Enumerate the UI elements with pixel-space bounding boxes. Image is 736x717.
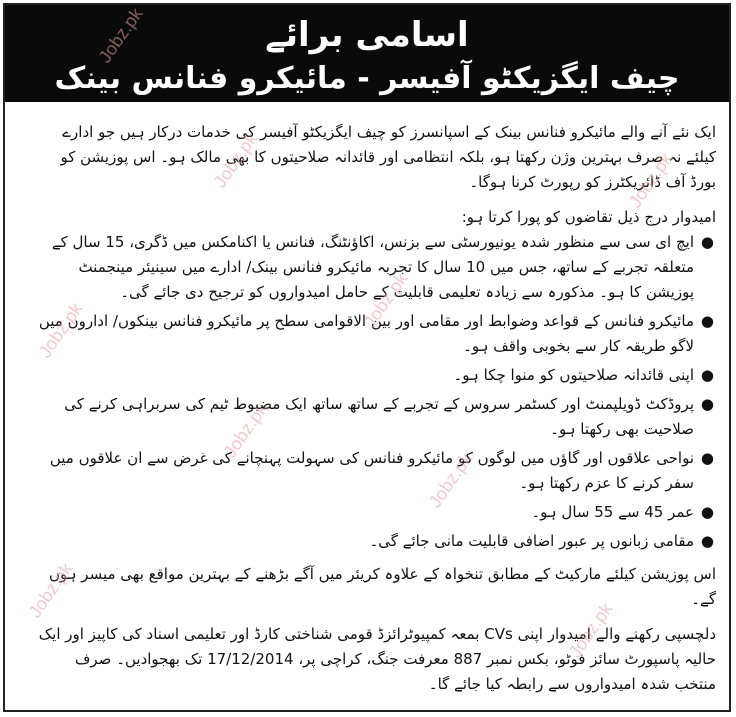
- watermark: Jobz.pk: [564, 599, 617, 662]
- requirement-text: اپنی قائدانہ صلاحیتوں کو منوا چکا ہو۔: [453, 366, 694, 384]
- requirement-item: [36, 230, 716, 305]
- bullet-icon: ●: [700, 503, 714, 521]
- watermark: Jobz.pk: [424, 449, 477, 512]
- bullet-icon: ●: [700, 366, 714, 384]
- watermark: Jobz.pk: [624, 149, 677, 212]
- requirement-text: ایچ ای سی سے منظور شدہ یونیورسٹی سے بزنس، اکاؤنٹنگ، فنانس یا اکنامکس میں ڈگری، 15 سال کے متعلقہ تجربے کے ساتھ، جس میں 10 سال کا تجربہ مائیکرو فنانس بینک/ ادارے میں سینیئر مینجمنٹ پوزیشن کا ہو۔ مذکورہ سے زیادہ تعلیمی قابلیت کے حامل امیدواروں کو ترجیح دی جائے گی۔: [51, 233, 694, 301]
- apply-paragraph: دلچسپی رکھنے والے امیدوار اپنی CVs بمعہ کمپیوٹرائزڈ قومی شناختی کارڈ اور تعلیمی اسناد کی کاپیز اور ایک حالیہ پاسپورٹ سائز فوٹو، بکس نمبر 887 معرفت جنگ، کراچی پر، 17/12/2014 تک بھجوادیں۔ صرف منتخب شدہ امیدواروں سے رابطہ کیا جائے گا۔: [38, 625, 716, 693]
- watermark: Jobz.pk: [209, 129, 262, 192]
- bullet-icon: ●: [700, 312, 714, 330]
- salary-paragraph: اس پوزیشن کیلئے مارکیٹ کے مطابق تنخواہ کے علاوہ کریئر میں آگے بڑھنے کے بہترین مواقع بھی میسر ہوں گے۔: [48, 565, 716, 608]
- watermark: Jobz.pk: [219, 399, 272, 462]
- bullet-icon: ●: [700, 233, 714, 251]
- bullet-icon: ●: [700, 449, 714, 467]
- requirement-text: مائیکرو فنانس کے قواعد وضوابط اور مقامی اور بین الاقوامی سطح پر مائیکرو فنانس بینکوں/ اداروں میں لاگو طریقہ کار سے بخوبی واقف ہو۔: [38, 312, 694, 355]
- requirement-item: [36, 363, 716, 388]
- watermark: Jobz.pk: [94, 4, 147, 67]
- requirement-text: مقامی زبانوں پر عبور اضافی قابلیت مانی جائے گی۔: [369, 532, 694, 550]
- bullet-icon: ●: [700, 395, 714, 413]
- requirement-text: نواحی علاقوں اور گاؤں میں لوگوں کو مائیکرو فنانس کی سہولت پہنچانے کی غرض سے ان علاقوں میں سفر کرنے کا عزم رکھتا ہو۔: [49, 449, 694, 492]
- bullet-icon: ●: [700, 532, 714, 550]
- watermark: Jobz.pk: [34, 299, 87, 362]
- requirement-text: پروڈکٹ ڈویلپمنٹ اور کسٹمر سروس کے تجربے کے ساتھ ساتھ ایک مضبوط ٹیم کی سربراہی کرنے کی صلاحیت بھی رکھتا ہو۔: [64, 395, 694, 438]
- ad-title-line1: اسامی برائے: [265, 15, 469, 55]
- watermark: Jobz.pk: [24, 559, 77, 622]
- requirement-item: [36, 529, 716, 554]
- requirements-lead: امیدوار درج ذیل تقاضوں کو پورا کرتا ہو:: [461, 208, 716, 226]
- requirement-item: [36, 500, 716, 525]
- ad-title-line2: چیف ایگزیکٹو آفیسر - مائیکرو فنانس بینک: [54, 61, 680, 96]
- requirements-list: [36, 230, 716, 554]
- requirement-item: [36, 392, 716, 442]
- watermark: Jobz.pk: [359, 269, 412, 332]
- requirement-text: عمر 45 سے 55 سال ہو۔: [531, 503, 694, 521]
- ad-body: [36, 120, 716, 707]
- requirement-item: [36, 446, 716, 496]
- intro-paragraph: ایک نئے آنے والے مائیکرو فنانس بینک کے اسپانسرز کو چیف ایگزیکٹو آفیسر کی خدمات درکار ہیں جو ادارے کیلئے نہ صرف بہترین وژن رکھتا ہو، بلکہ انتظامی اور قائدانہ صلاحیتوں کا بھی مالک ہو۔ اس پوزیشن کو بورڈ آف ڈائریکٹرز کو رپورٹ کرنا ہوگا۔: [60, 123, 716, 191]
